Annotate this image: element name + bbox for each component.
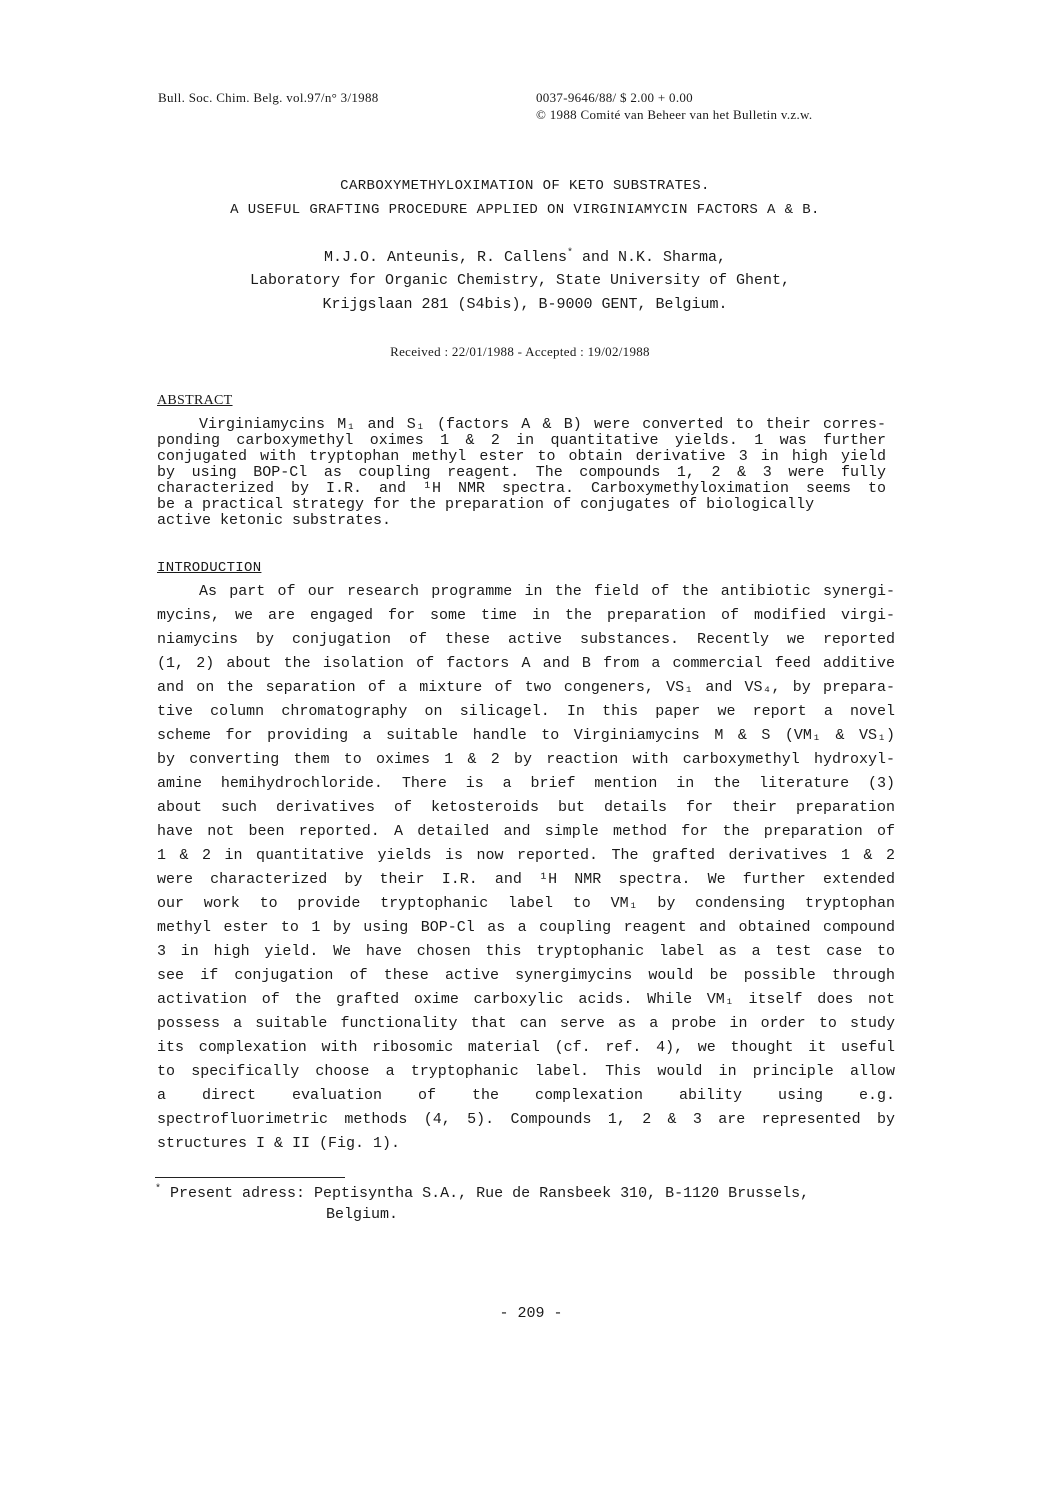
authors xyxy=(0,248,1050,266)
intro-line: spectrofluorimetric methods (4, 5). Compounds 1, 2 & 3 are represented by xyxy=(157,1111,895,1128)
abstract-line: by using BOP-Cl as coupling reagent. The compounds 1, 2 & 3 were fully xyxy=(157,464,886,481)
abstract-body xyxy=(157,417,886,529)
intro-line: mycins, we are engaged for some time in the preparation of modified virgi- xyxy=(157,607,895,624)
author-names-b: and N.K. Sharma, xyxy=(573,249,727,266)
abstract-line: conjugated with tryptophan methyl ester to obtain derivative 3 in high yield xyxy=(157,448,886,465)
intro-line: niamycins by conjugation of these active substances. Recently we reported xyxy=(157,631,895,648)
abstract-line: active ketonic substrates. xyxy=(157,512,392,529)
intro-line: (1, 2) about the isolation of factors A and B from a commercial feed additive xyxy=(157,655,895,672)
footnote xyxy=(155,1184,809,1202)
footnote-mark: * xyxy=(155,1184,162,1195)
intro-line: scheme for providing a suitable handle to Virginiamycins M & S (VM₁ & VS₁) xyxy=(157,727,895,744)
affiliation-line-2: Krijgslaan 281 (S4bis), B-9000 GENT, Belgium. xyxy=(322,296,728,313)
intro-line: activation of the grafted oxime carboxylic acids. While VM₁ itself does not xyxy=(157,991,895,1008)
page-number: - 209 - xyxy=(499,1305,563,1322)
intro-line: by converting them to oximes 1 & 2 by reaction with carboxymethyl hydroxyl- xyxy=(157,751,895,768)
intro-line: 3 in high yield. We have chosen this tryptophanic label as a test case to xyxy=(157,943,895,960)
intro-line: and on the separation of a mixture of two congeners, VS₁ and VS₄, by prepara- xyxy=(157,679,895,696)
introduction-heading: INTRODUCTION xyxy=(157,560,262,576)
footnote-line-2: Belgium. xyxy=(326,1206,399,1223)
intro-line: a direct evaluation of the complexation ability using e.g. xyxy=(157,1087,895,1104)
intro-line: methyl ester to 1 by using BOP-Cl as a coupling reagent and obtained compound xyxy=(157,919,895,936)
intro-line: structures I & II (Fig. 1). xyxy=(157,1135,401,1152)
footnote-rule xyxy=(155,1177,345,1178)
intro-line: have not been reported. A detailed and simple method for the preparation of xyxy=(157,823,895,840)
issn-code: 0037-9646/88/ $ 2.00 + 0.00 xyxy=(536,90,693,105)
footnote-line-1: Present adress: Peptisyntha S.A., Rue de Ransbeek 310, B-1120 Brussels, xyxy=(170,1185,810,1202)
affiliation-line-1: Laboratory for Organic Chemistry, State University of Ghent, xyxy=(249,272,791,289)
intro-line: our work to provide tryptophanic label to VM₁ by condensing tryptophan xyxy=(157,895,895,912)
intro-line: to specifically choose a tryptophanic label. This would in principle allow xyxy=(157,1063,895,1080)
abstract-line: characterized by I.R. and ¹H NMR spectra. Carboxymethyloximation seems to xyxy=(157,480,886,497)
author-names-a: M.J.O. Anteunis, R. Callens xyxy=(323,249,567,266)
intro-line: were characterized by their I.R. and ¹H NMR spectra. We further extended xyxy=(157,871,895,888)
intro-line: see if conjugation of these active synergimycins would be possible through xyxy=(157,967,895,984)
intro-line: 1 & 2 in quantitative yields is now reported. The grafted derivatives 1 & 2 xyxy=(157,847,895,864)
intro-line: its complexation with ribosomic material (cf. ref. 4), we thought it useful xyxy=(157,1039,895,1056)
received-accepted-dates: Received : 22/01/1988 - Accepted : 19/02/1988 xyxy=(390,344,650,359)
abstract-heading: ABSTRACT xyxy=(157,393,233,408)
copyright-line: © 1988 Comité van Beheer van het Bulletin v.z.w. xyxy=(536,107,813,122)
intro-line: possess a suitable functionality that can serve as a probe in order to study xyxy=(157,1015,895,1032)
author-footnote-mark: * xyxy=(567,248,574,259)
abstract-line: be a practical strategy for the preparation of conjugates of biologically xyxy=(157,496,815,513)
title-line-2: A USEFUL GRAFTING PROCEDURE APPLIED ON VIRGINIAMYCIN FACTORS A & B. xyxy=(230,202,820,218)
intro-line: As part of our research programme in the field of the antibiotic synergi- xyxy=(199,583,895,600)
abstract-line: ponding carboxymethyl oximes 1 & 2 in quantitative yields. 1 was further xyxy=(157,432,886,449)
intro-line: tive column chromatography on silicagel. In this paper we report a novel xyxy=(157,703,895,720)
intro-line: about such derivatives of ketosteroids but details for their preparation xyxy=(157,799,895,816)
title-line-1: CARBOXYMETHYLOXIMATION OF KETO SUBSTRATES. xyxy=(340,178,710,194)
journal-citation: Bull. Soc. Chim. Belg. vol.97/n° 3/1988 xyxy=(158,90,379,105)
introduction-body xyxy=(157,580,895,1156)
abstract-line: Virginiamycins M₁ and S₁ (factors A & B) were converted to their corres- xyxy=(199,416,886,433)
intro-line: amine hemihydrochloride. There is a brief mention in the literature (3) xyxy=(157,775,895,792)
